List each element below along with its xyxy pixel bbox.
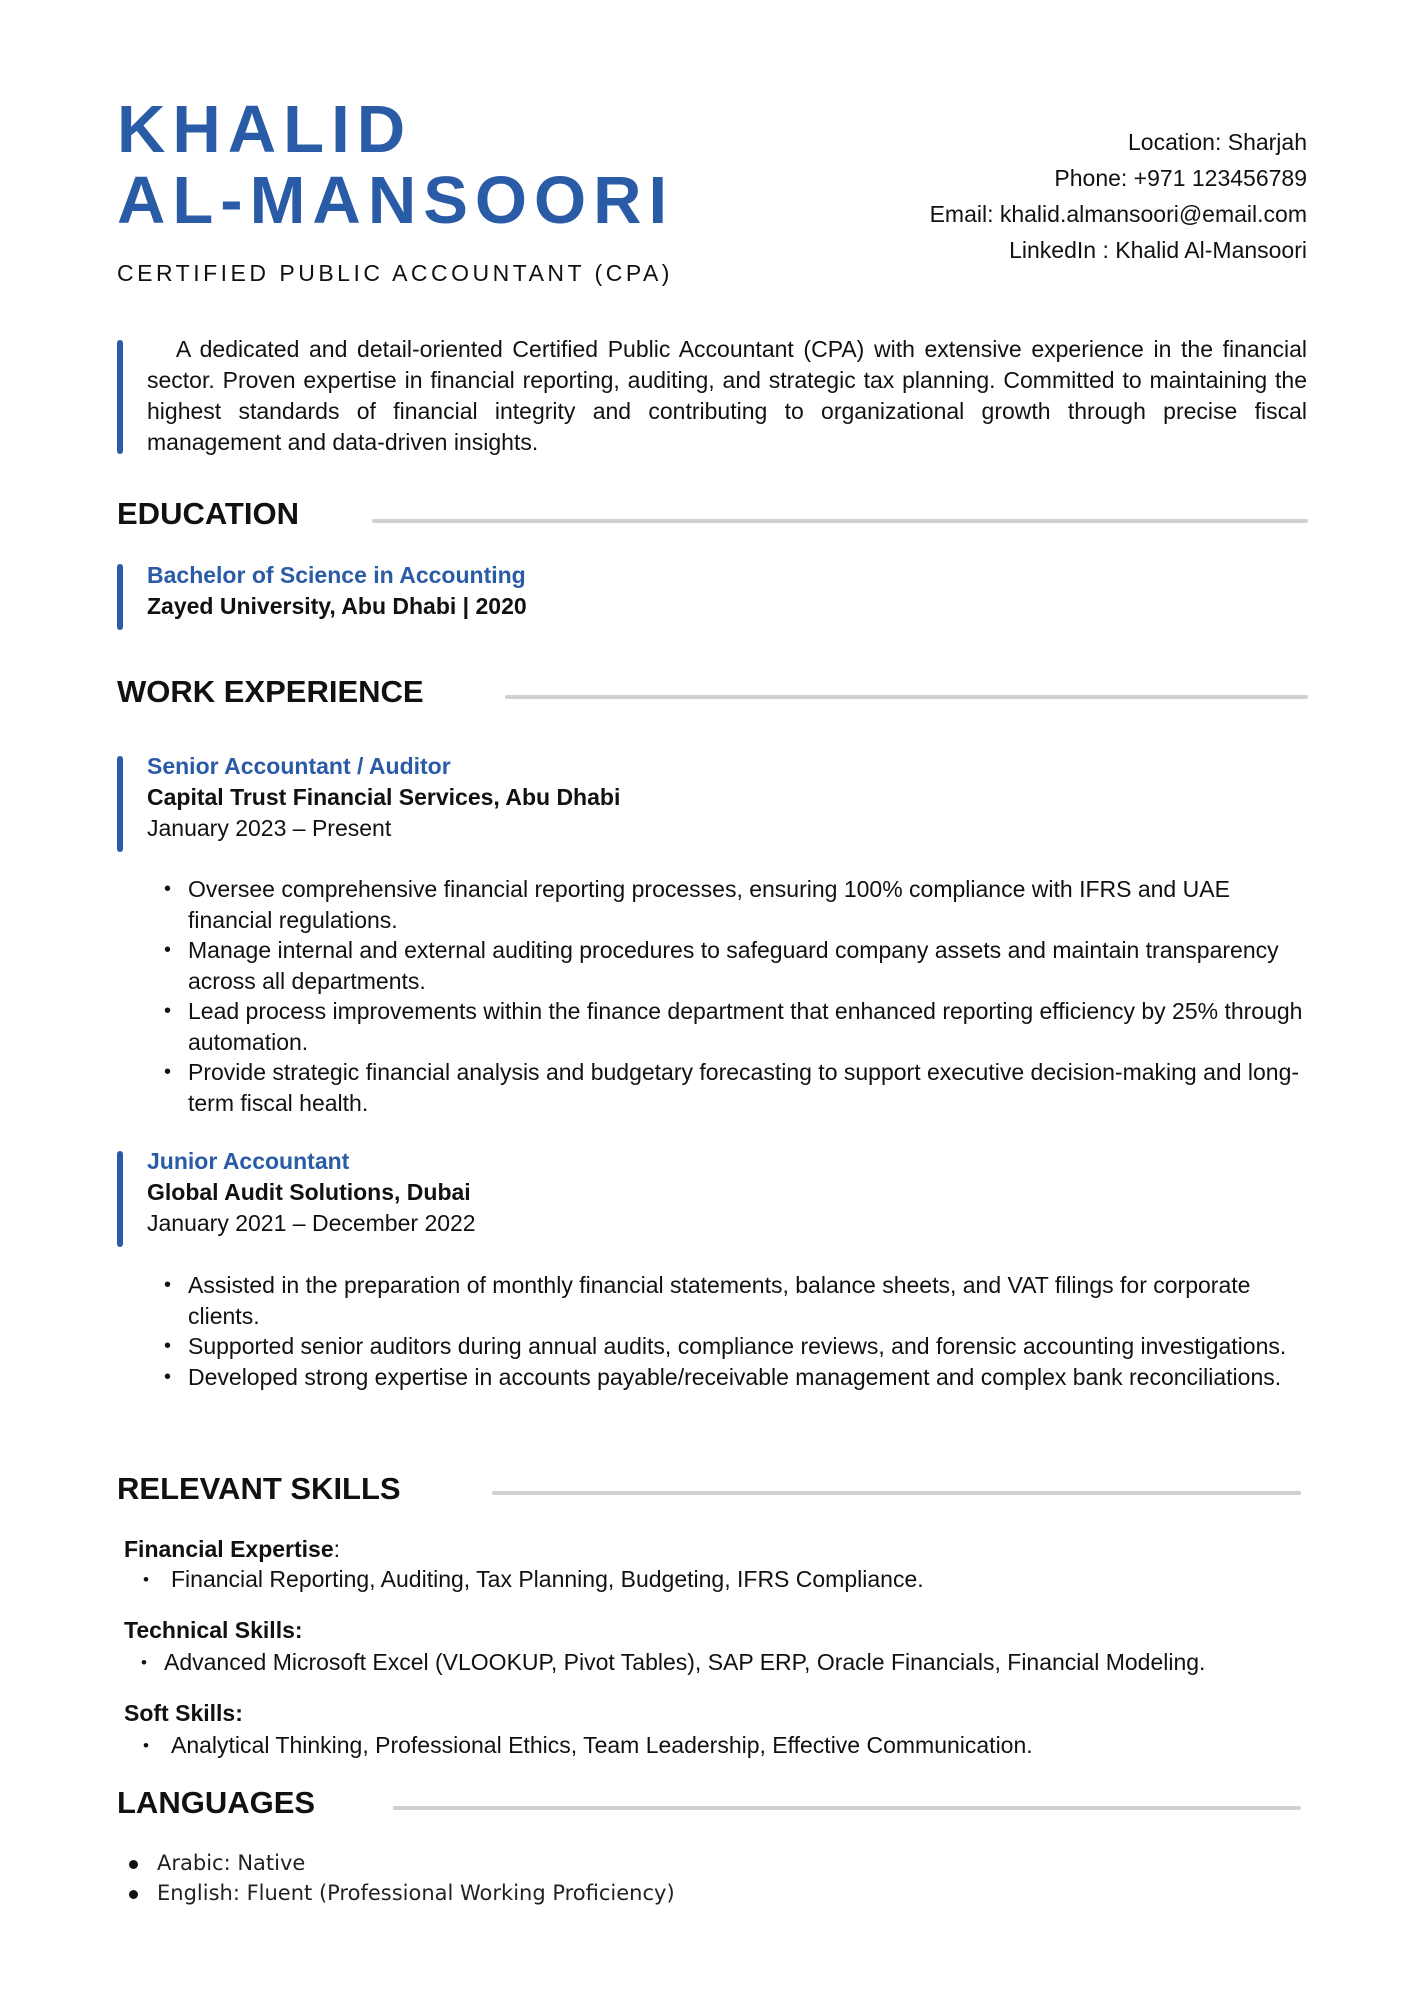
list-item: • Lead process improvements within the finance department that enhanced reporting efficiency by 25% through automation.	[0, 996, 1308, 1057]
summary-text: A dedicated and detail-oriented Certified Public Accountant (CPA) with extensive experience in the financial sector. Proven expertise in financial reporting, auditing, and strategic tax planning. Committed to maintaining the highest standards of financial integrity and contributing to organizational growth through precise fiscal management and data-driven insights.	[147, 336, 1308, 455]
bullet-icon	[129, 1890, 138, 1899]
education-divider	[372, 519, 1308, 523]
skill-group-financial-label: Financial Expertise:	[124, 1536, 341, 1562]
job-1-accent-bar	[117, 756, 123, 852]
job-title: CERTIFIED PUBLIC ACCOUNTANT (CPA)	[117, 260, 673, 286]
job-2	[147, 1146, 476, 1239]
job-2-dates: January 2021 – December 2022	[147, 1210, 476, 1236]
job-2-bullets	[0, 1270, 1308, 1392]
skill-group-soft-label: Soft Skills:	[124, 1700, 243, 1726]
job-1	[147, 751, 620, 844]
contact-location: Location: Sharjah	[1127, 129, 1307, 155]
languages-heading: LANGUAGES	[117, 1785, 316, 1820]
list-item: • Developed strong expertise in accounts payable/receivable management and complex bank reconciliations.	[0, 1362, 1308, 1393]
contact-block	[930, 124, 1307, 268]
bullet-icon: •	[141, 1653, 147, 1672]
job-1-bullets	[0, 874, 1308, 1118]
education-accent-bar	[117, 564, 123, 630]
languages-divider	[393, 1806, 1301, 1810]
job-1-role: Senior Accountant / Auditor	[147, 753, 451, 779]
bullet-icon: •	[143, 1570, 149, 1589]
language-arabic: Arabic: Native	[157, 1851, 306, 1875]
contact-email: Email: khalid.almansoori@email.com	[929, 201, 1307, 227]
list-item: • Provide strategic financial analysis and budgetary forecasting to support executive decision-making and long-term fiscal health.	[0, 1057, 1308, 1118]
skill-group-soft-items: Analytical Thinking, Professional Ethics, Team Leadership, Effective Communication.	[171, 1732, 1033, 1758]
skills-heading: RELEVANT SKILLS	[117, 1471, 401, 1506]
bullet-icon	[129, 1860, 138, 1869]
language-english: English: Fluent (Professional Working Proficiency)	[157, 1881, 675, 1905]
list-item: • Assisted in the preparation of monthly financial statements, balance sheets, and VAT filings for corporate clients.	[0, 1270, 1308, 1331]
skill-group-technical-items: Advanced Microsoft Excel (VLOOKUP, Pivot Tables), SAP ERP, Oracle Financials, Financial Modeling.	[164, 1649, 1206, 1675]
list-item: • Oversee comprehensive financial reporting processes, ensuring 100% compliance with IFRS and UAE financial regulations.	[0, 874, 1308, 935]
summary-accent-bar	[117, 340, 123, 454]
skill-group-financial-items: Financial Reporting, Auditing, Tax Planning, Budgeting, IFRS Compliance.	[171, 1566, 924, 1592]
job-1-dates: January 2023 – Present	[147, 815, 392, 841]
skills-divider	[492, 1491, 1301, 1495]
list-item: • Supported senior auditors during annual audits, compliance reviews, and forensic accounting investigations.	[0, 1331, 1308, 1362]
job-2-company: Global Audit Solutions, Dubai	[147, 1179, 471, 1205]
contact-linkedin: LinkedIn : Khalid Al-Mansoori	[1009, 237, 1307, 263]
name-last: AL-MANSOORI	[117, 163, 675, 238]
education-entry	[147, 560, 527, 622]
experience-heading: WORK EXPERIENCE	[117, 674, 424, 709]
school: Zayed University, Abu Dhabi | 2020	[147, 593, 527, 619]
bullet-icon: •	[143, 1736, 149, 1755]
education-heading: EDUCATION	[117, 496, 299, 531]
experience-divider	[505, 695, 1308, 699]
contact-phone: Phone: +971 123456789	[1054, 165, 1307, 191]
skill-group-technical-label: Technical Skills:	[124, 1617, 303, 1643]
job-2-accent-bar	[117, 1151, 123, 1247]
job-2-role: Junior Accountant	[147, 1148, 350, 1174]
degree: Bachelor of Science in Accounting	[147, 562, 526, 588]
name-first: KHALID	[117, 92, 413, 167]
job-1-company: Capital Trust Financial Services, Abu Dhabi	[147, 784, 621, 810]
list-item: • Manage internal and external auditing procedures to safeguard company assets and maintain transparency across all departments.	[0, 935, 1308, 996]
